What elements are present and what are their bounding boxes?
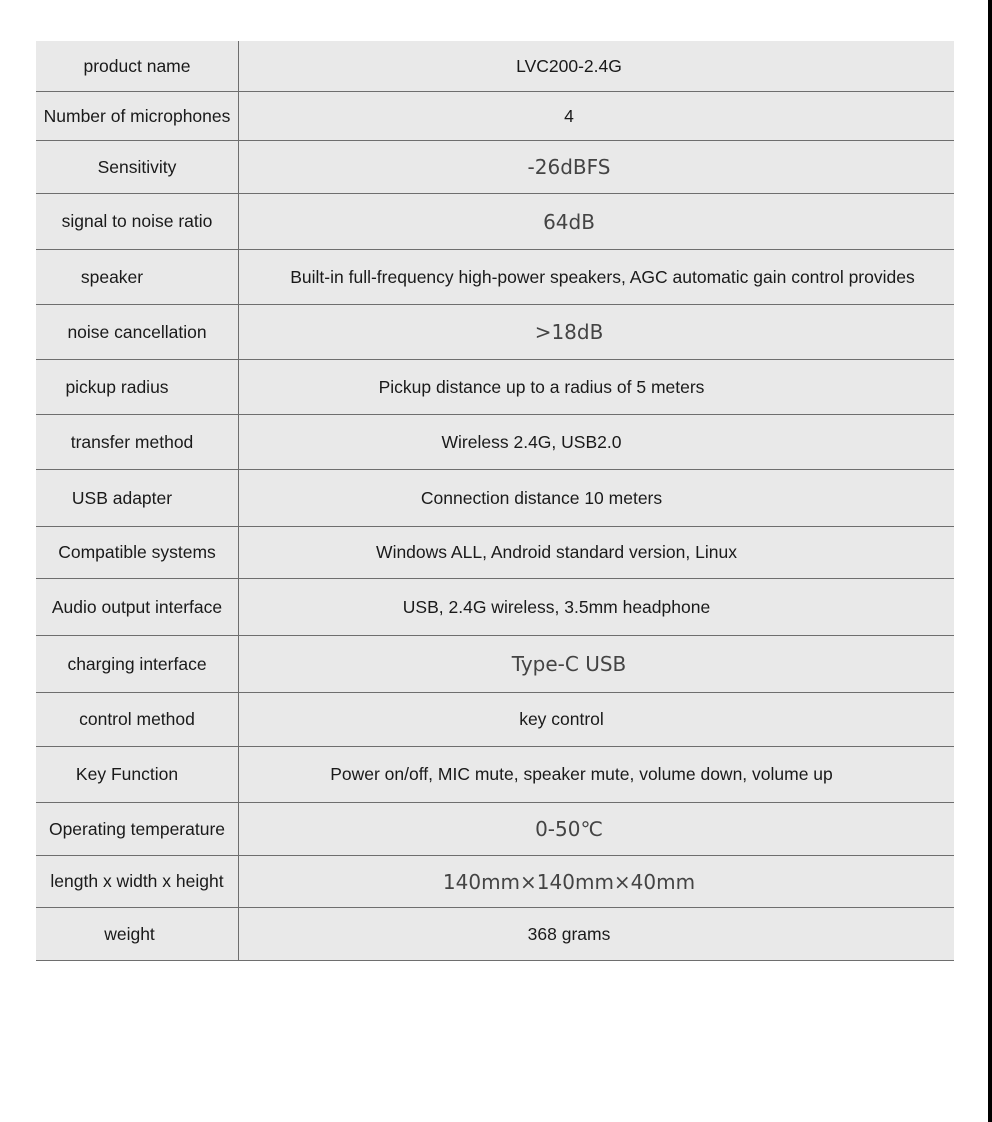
table-row [36,636,954,693]
spec-label: USB adapter [36,470,239,526]
spec-label: Audio output interface [36,579,239,635]
table-row [36,415,954,470]
spec-label: Compatible systems [36,527,239,578]
spec-value: USB, 2.4G wireless, 3.5mm headphone [402,596,711,617]
spec-label: Key Function [36,747,239,802]
spec-value: 0-50℃ [535,817,603,841]
spec-value: 4 [564,105,574,126]
table-row [36,856,954,908]
spec-value: 368 grams [527,923,611,944]
table-row [36,908,954,961]
spec-label: weight [36,908,239,960]
spec-label: signal to noise ratio [36,194,239,249]
table-row [36,470,954,527]
spec-value: Windows ALL, Android standard version, Linux [376,542,737,562]
table-row [36,360,954,415]
table-row [36,579,954,636]
spec-value: Power on/off, MIC mute, speaker mute, volume down, volume up [330,764,833,784]
spec-value: 140mm×140mm×40mm [442,869,696,894]
spec-label: Number of microphones [36,92,239,140]
table-row [36,141,954,194]
table-row [36,693,954,747]
spec-label: transfer method [36,415,239,469]
spec-label: Sensitivity [36,141,239,193]
spec-table [36,41,954,961]
spec-value: 64dB [543,209,595,234]
spec-value: >18dB [534,320,604,344]
right-edge-bar [988,0,992,1122]
table-row [36,747,954,803]
spec-value: -26dBFS [527,155,611,179]
spec-label: pickup radius [36,360,239,414]
table-row [36,194,954,250]
spec-value: key control [519,709,604,729]
spec-value: Type-C USB [511,652,627,676]
table-row [36,305,954,360]
table-row [36,250,954,305]
spec-value: LVC200-2.4G [516,55,622,76]
spec-label: charging interface [36,636,239,692]
table-row [36,803,954,856]
spec-value: Connection distance 10 meters [420,487,663,508]
spec-label: Operating temperature [36,803,239,855]
table-row [36,92,954,141]
table-row [36,41,954,92]
spec-label: speaker [36,250,239,304]
spec-value: Pickup distance up to a radius of 5 meters [378,376,705,397]
spec-label: length x width x height [36,856,239,907]
table-row [36,527,954,579]
spec-label: control method [36,693,239,746]
spec-label: noise cancellation [36,305,239,359]
spec-value: Built-in full-frequency high-power speakers, AGC automatic gain control provides [290,266,915,287]
spec-value: Wireless 2.4G, USB2.0 [441,431,622,452]
spec-label: product name [36,41,239,91]
